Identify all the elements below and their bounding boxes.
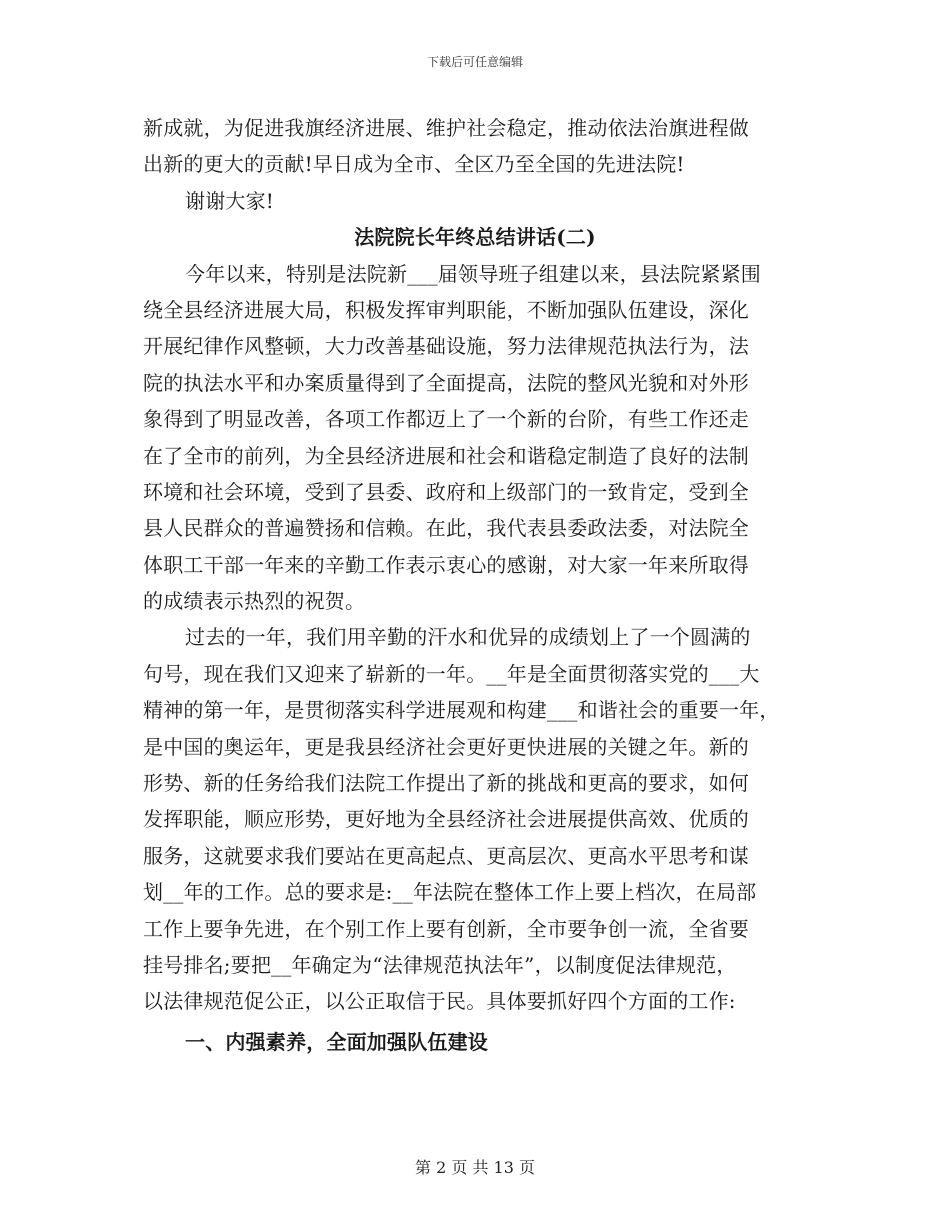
document-body <box>143 110 807 1060</box>
page-footer: 第 2 页 共 13 页 <box>415 1158 535 1177</box>
text-line: 开展纪律作风整顿，大力改善基础设施，努力法律规范执法行为，法 <box>143 334 749 359</box>
text-line: 的成绩表示热烈的祝贺。 <box>143 589 366 614</box>
text-line: 在了全市的前列，为全县经济进展和社会和谐稳定制造了良好的法制 <box>143 443 749 468</box>
text-line: 绕全县经济进展大局，积极发挥审判职能，不断加强队伍建设，深化 <box>143 297 749 322</box>
text-line: 形势、新的任务给我们法院工作提出了新的挑战和更高的要求，如何 <box>143 771 749 796</box>
text-line: 工作上要争先进，在个别工作上要有创新，全市要争创一流，全省要 <box>143 916 749 941</box>
text-line: 精神的第一年，是贯彻落实科学进展观和构建___和谐社会的重要一年， <box>143 698 780 723</box>
text-line: 划__年的工作。总的要求是:__年法院在整体工作上要上档次，在局部 <box>143 880 757 905</box>
text-line: 是中国的奥运年，更是我县经济社会更好更快进展的关键之年。新的 <box>143 734 749 759</box>
section-title: 法院院长年终总结讲话(二) <box>354 225 596 250</box>
text-line: 挂号排名;要把__年确定为“法律规范执法年”，以制度促法律规范， <box>143 952 737 977</box>
text-line: 过去的一年，我们用辛勤的汗水和优异的成绩划上了一个圆满的 <box>185 625 751 650</box>
text-line: 今年以来，特别是法院新___届领导班子组建以来，县法院紧紧围 <box>185 261 761 286</box>
text-line: 新成就，为促进我旗经济进展、维护社会稳定，推动依法治旗进程做 <box>143 116 749 140</box>
text-line: 句号，现在我们又迎来了崭新的一年。__年是全面贯彻落实党的___大 <box>143 661 760 686</box>
text-line: 谢谢大家! <box>185 188 275 213</box>
page-header: 下载后可任意编辑 <box>426 55 523 69</box>
text-line: 象得到了明显改善，各项工作都迈上了一个新的台阶，有些工作还走 <box>143 407 749 432</box>
text-line: 以法律规范促公正，以公正取信于民。具体要抓好四个方面的工作: <box>143 989 736 1014</box>
text-line: 发挥职能，顺应形势，更好地为全县经济社会进展提供高效、优质的 <box>143 807 749 832</box>
text-line: 服务，这就要求我们要站在更高起点、更高层次、更高水平思考和谋 <box>143 843 749 868</box>
text-line: 出新的更大的贡献!早日成为全市、全区乃至全国的先进法院! <box>143 152 685 177</box>
text-line: 院的执法水平和办案质量得到了全面提高，法院的整风光貌和对外形 <box>143 370 749 395</box>
subsection-heading: 一、内强素养，全面加强队伍建设 <box>185 1029 488 1054</box>
text-line: 县人民群众的普遍赞扬和信赖。在此，我代表县委政法委，对法院全 <box>143 516 749 541</box>
text-line: 体职工干部一年来的辛勤工作表示衷心的感谢，对大家一年来所取得 <box>143 552 749 577</box>
text-line: 环境和社会环境，受到了县委、政府和上级部门的一致肯定，受到全 <box>143 479 749 504</box>
